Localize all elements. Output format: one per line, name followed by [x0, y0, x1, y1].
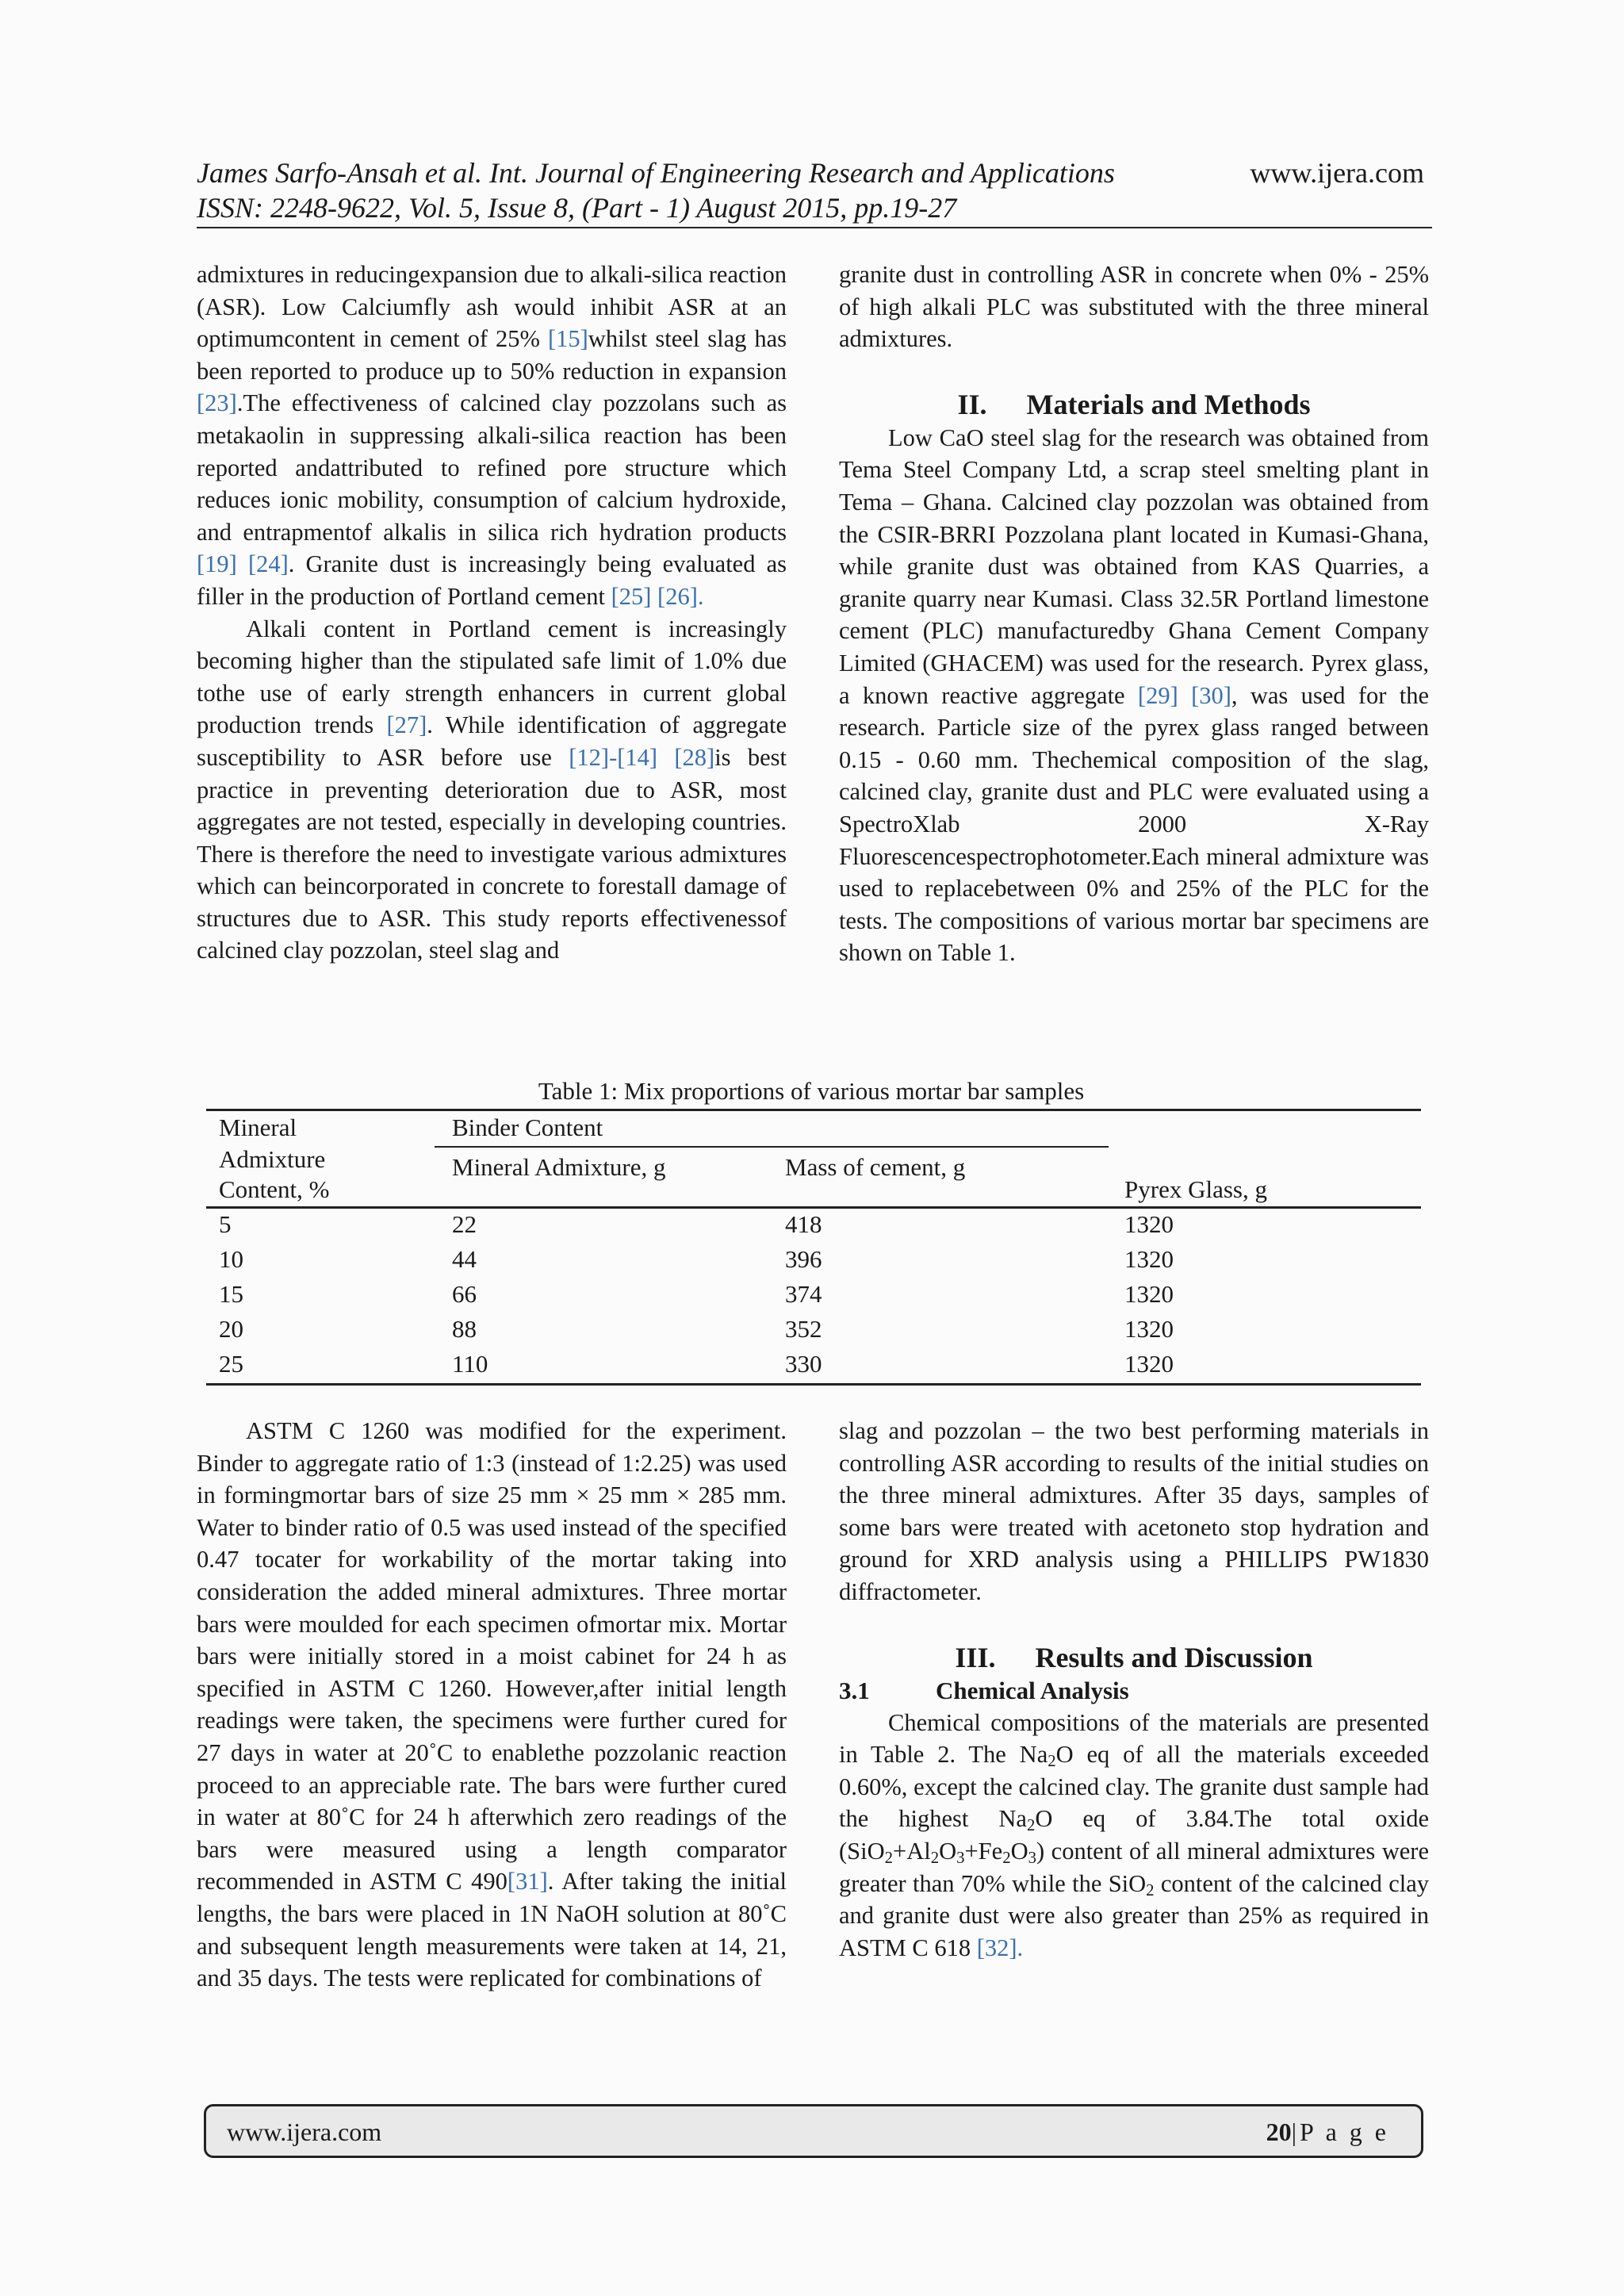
table-group-rule — [435, 1146, 1109, 1148]
table-row — [0, 1348, 1624, 1383]
table-cell: 1320 — [1124, 1315, 1174, 1343]
table-header-group: Binder Content — [452, 1114, 603, 1141]
paragraph: granite dust in controlling ASR in concrete when 0% - 25% of high alkali PLC was substituted with the three mineral admixtures. — [839, 261, 1429, 353]
table-caption: Table 1: Mix proportions of various mortar bar samples — [538, 1077, 1085, 1105]
section-number: II. — [957, 388, 987, 420]
section-number: III. — [955, 1641, 996, 1673]
subsection-title: Chemical Analysis — [936, 1676, 1129, 1704]
paragraph — [197, 259, 787, 613]
section-title: Results and Discussion — [1035, 1641, 1313, 1673]
footer-website-link[interactable]: www.ijera.com — [227, 2118, 382, 2146]
text: +Fe — [964, 1837, 1003, 1865]
table-header-cell: Mineral — [219, 1114, 297, 1141]
paragraph — [839, 422, 1429, 969]
table-cell: 22 — [452, 1210, 477, 1238]
table-cell: 1320 — [1124, 1350, 1174, 1378]
text: O — [939, 1837, 957, 1865]
table-header-cell: Mineral Admixture, g — [452, 1153, 666, 1181]
citation-link[interactable]: [15] — [547, 325, 588, 353]
table-row — [0, 1313, 1624, 1348]
table-bottom-rule — [206, 1383, 1421, 1386]
table-cell: 10 — [219, 1245, 243, 1273]
table-cell: 25 — [219, 1350, 243, 1378]
running-header — [197, 155, 1432, 225]
subscript: 3 — [1028, 1849, 1036, 1868]
subsection-number: 3.1 — [839, 1676, 870, 1704]
table-header-cell: Admixture — [219, 1145, 326, 1173]
subscript: 2 — [1026, 1817, 1036, 1835]
text: , was used for the research. Particle size of the pyrex glass ranged between 0.15 - 0.60 mm. Thechemical composition of the slag, calcined clay, granite dust and PLC were evaluated using a SpectroXlab 2000 X-Ray Fluorescencespectrophotometer.Each mineral admixture was used to replacebetween 0% and 25% of the PLC for the tests. The compositions of various mortar bar specimens are shown on Table 1. — [839, 681, 1429, 967]
table-cell: 374 — [785, 1280, 822, 1308]
citation-link[interactable]: [27] — [386, 711, 427, 739]
page-number-value: 20 — [1266, 2118, 1292, 2146]
page-label: |P a g e — [1291, 2118, 1389, 2146]
text: ) content of all mineral admixtures were greater than 70% while the SiO — [839, 1837, 1429, 1897]
section-title: Materials and Methods — [1026, 388, 1311, 420]
citation-link[interactable]: [25] [26]. — [611, 582, 704, 610]
table-row — [0, 1209, 1624, 1244]
table-cell: 66 — [452, 1280, 477, 1308]
citation-link[interactable]: [12]-[14] [28] — [569, 743, 715, 771]
subscript: 3 — [956, 1849, 965, 1868]
table-cell: 44 — [452, 1245, 477, 1273]
table-cell: 15 — [219, 1280, 243, 1308]
page-number — [1266, 2116, 1389, 2148]
text: is best practice in preventing deterioration due to ASR, most aggregates are not tested, especially in developing countries. There is therefore the need to investigate various admixtures which can beincorporated in concrete to forestall damage of structures due to ASR. This study reports effectivenessof calcined clay pozzolan, steel slag and — [197, 743, 787, 964]
table-cell: 1320 — [1124, 1245, 1174, 1273]
table-cell: 88 — [452, 1315, 477, 1343]
text: admixtures in reducingexpansion due to alkali-silica reaction (ASR). Low Calciumfly ash would inhibit ASR at an optimumcontent in cement of 25% — [197, 261, 787, 353]
subscript: 2 — [930, 1849, 940, 1868]
subscript: 2 — [884, 1849, 893, 1868]
table-cell: 418 — [785, 1210, 822, 1238]
citation-link[interactable]: [29] [30] — [1137, 681, 1231, 709]
table-cell: 1320 — [1124, 1210, 1174, 1238]
section-heading-results-discussion — [839, 1640, 1429, 1675]
text: .The effectiveness of calcined clay pozzolans such as metakaolin in suppressing alkali-silica reaction has been reported andattributed to refined pore structure which reduces ionic mobility, consumption of calcium hydroxide, and entrapmentof alkalis in silica rich hydration products — [197, 389, 787, 546]
text: +Al — [893, 1837, 931, 1865]
table-top-rule — [206, 1109, 1421, 1111]
table-header-cell: Mass of cement, g — [785, 1153, 966, 1181]
table-row — [0, 1244, 1624, 1278]
citation-link[interactable]: [19] [24] — [197, 550, 289, 578]
paragraph — [197, 1415, 787, 1995]
section-heading-materials-methods — [839, 387, 1429, 422]
text: . While identification of aggregate susceptibility to ASR before use — [197, 711, 787, 771]
left-column-bottom — [197, 1415, 787, 1995]
text: . Granite dust is increasingly being evaluated as filler in the production of Portland cement — [197, 550, 787, 610]
page-footer — [204, 2104, 1423, 2158]
paragraph — [197, 613, 787, 968]
text: ASTM C 1260 was modified for the experiment. Binder to aggregate ratio of 1:3 (instead of 1:2.25) was used in formingmortar bars of size 25 mm × 25 mm × 285 mm. Water to binder ratio of 0.5 was used instead of the specified 0.47 tocater for workability of the mortar taking into consideration the added mineral admixtures. Three mortar bars were moulded for each specimen ofmortar mix. Mortar bars were initially stored in a moist cabinet for 24 h as specified in ASTM C 1260. However,after initial length readings were taken, the specimens were further cured for 27 days in water at 20˚C to enablethe pozzolanic reaction proceed to an appreciable rate. The bars were further cured in water at 80˚C for 24 h afterwhich zero readings of the bars were measured using a length comparator recommended in ASTM C 490 — [197, 1417, 787, 1895]
table-cell: 352 — [785, 1315, 822, 1343]
table-cell: 5 — [219, 1210, 232, 1238]
header-website-link[interactable]: www.ijera.com — [1250, 157, 1424, 189]
paragraph — [839, 1707, 1429, 1964]
text: . After taking the initial lengths, the bars were placed in 1N NaOH solution at 80˚C and subsequent length measurements were taken at 14, 21, and 35 days. The tests were replicated for combinations of — [197, 1868, 787, 1992]
table-header-cell: Pyrex Glass, g — [1124, 1175, 1267, 1203]
header-issn: ISSN: 2248-9622, Vol. 5, Issue 8, (Part - 1) August 2015, pp.19-27 — [197, 192, 957, 224]
paragraph: slag and pozzolan – the two best performing materials in controlling ASR according to results of the initial studies on the three mineral admixtures. After 35 days, samples of some bars were treated with acetoneto stop hydration and ground for XRD analysis using a PHILLIPS PW1830 diffractometer. — [839, 1417, 1429, 1605]
text: content of the calcined clay and granite dust were also greater than 25% as required in ASTM C 618 — [839, 1869, 1429, 1961]
table-header-cell: Content, % — [219, 1175, 330, 1203]
text: Chemical compositions of the materials are presented in Table 2. The Na — [839, 1708, 1429, 1769]
table-cell: 396 — [785, 1245, 822, 1273]
table-cell: 110 — [452, 1350, 488, 1378]
subscript: 2 — [1048, 1753, 1056, 1771]
text: O eq of all the materials exceeded 0.60%, except the calcined clay. The granite dust sample had the highest Na — [839, 1741, 1430, 1833]
header-authors-journal: James Sarfo-Ansah et al. Int. Journal of Engineering Research and Applications — [197, 157, 1115, 189]
table-row — [0, 1278, 1624, 1313]
subscript: 2 — [1146, 1881, 1155, 1899]
subsection-heading-chemical-analysis — [839, 1675, 1429, 1707]
right-column-top — [839, 259, 1429, 969]
text: Low CaO steel slag for the research was obtained from Tema Steel Company Ltd, a scrap steel smelting plant in Tema – Ghana. Calcined clay pozzolan was obtained from the CSIR-BRRI Pozzolana plant located in Kumasi-Ghana, while granite dust was obtained from KAS Quarries, a granite quarry near Kumasi. Class 32.5R Portland limestone cement (PLC) manufacturedby Ghana Cement Company Limited (GHACEM) was used for the research. Pyrex glass, a known reactive aggregate — [839, 424, 1429, 709]
left-column-top — [197, 259, 787, 967]
header-divider — [197, 227, 1432, 228]
text: O eq of 3.84.The total oxide (SiO — [839, 1805, 1429, 1865]
citation-link[interactable]: [32]. — [976, 1934, 1024, 1961]
citation-link[interactable]: [23] — [197, 389, 237, 417]
subscript: 2 — [1002, 1849, 1011, 1868]
citation-link[interactable]: [31] — [507, 1868, 548, 1895]
table-cell: 1320 — [1124, 1280, 1174, 1308]
text: Alkali content in Portland cement is increasingly becoming higher than the stipulated safe limit of 1.0% due tothe use of early strength enhancers in current global production trends — [197, 615, 787, 739]
text: whilst steel slag has been reported to produce up to 50% reduction in expansion — [197, 325, 787, 385]
text: O — [1010, 1837, 1028, 1865]
table-cell: 20 — [219, 1315, 243, 1343]
table-cell: 330 — [785, 1350, 822, 1378]
right-column-bottom — [839, 1415, 1429, 1964]
